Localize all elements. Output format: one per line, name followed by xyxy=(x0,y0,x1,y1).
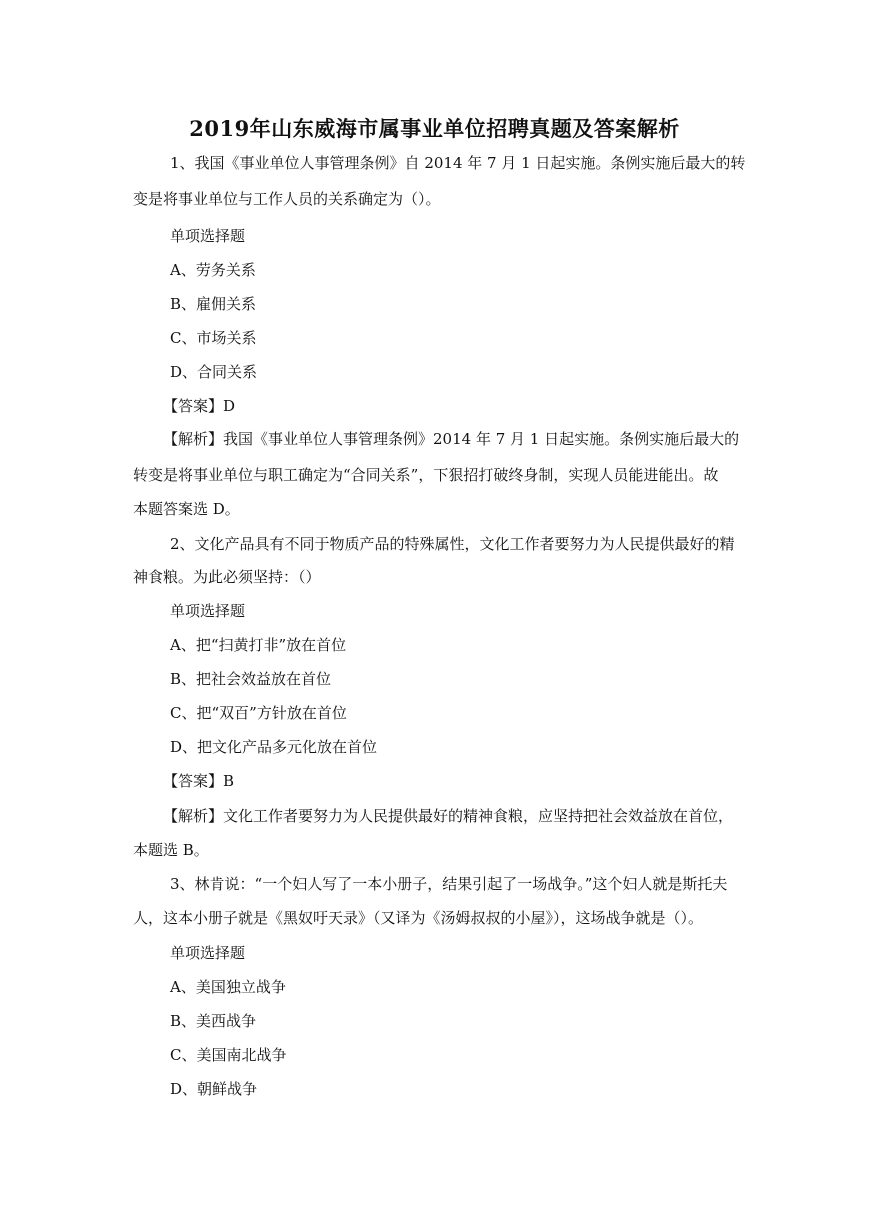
q3-question-type: 单项选择题 xyxy=(170,944,246,962)
q1-analysis-line-3: 本题答案选 D。 xyxy=(133,500,240,518)
q1-answer: 【答案】D xyxy=(163,397,236,415)
q2-stem-line-2: 神食粮。为此必须坚持：（） xyxy=(133,568,321,586)
q3-option-b: B、美西战争 xyxy=(170,1012,257,1030)
q1-option-a: A、劳务关系 xyxy=(170,261,256,279)
q2-analysis-line-1: 【解析】文化工作者要努力为人民提供最好的精神食粮，应坚持把社会效益放在首位， xyxy=(163,807,734,825)
q2-answer: 【答案】B xyxy=(163,772,235,790)
q1-option-c: C、市场关系 xyxy=(170,329,257,347)
q3-stem-line-1: 3、林肯说：“一个妇人写了一本小册子，结果引起了一场战争。”这个妇人就是斯托夫 xyxy=(170,875,728,893)
q2-analysis-line-2: 本题选 B。 xyxy=(133,841,209,859)
q1-analysis-line-2: 转变是将事业单位与职工确定为“合同关系”，下狠招打破终身制，实现人员能进能出。故 xyxy=(133,466,719,484)
q1-analysis-line-1: 【解析】我国《事业单位人事管理条例》2014 年 7 月 1 日起实施。条例实施后最大的 xyxy=(163,430,740,448)
q2-option-d: D、把文化产品多元化放在首位 xyxy=(170,738,378,756)
q1-stem-line-1: 1、我国《事业单位人事管理条例》自 2014 年 7 月 1 日起实施。条例实施后最大的转 xyxy=(170,154,746,172)
q3-option-a: A、美国独立战争 xyxy=(170,978,286,996)
q1-question-type: 单项选择题 xyxy=(170,227,246,245)
q2-option-b: B、把社会效益放在首位 xyxy=(170,670,332,688)
q2-question-type: 单项选择题 xyxy=(170,602,246,620)
q1-option-b: B、雇佣关系 xyxy=(170,295,257,313)
q2-option-c: C、把“双百”方针放在首位 xyxy=(170,704,347,722)
q3-option-c: C、美国南北战争 xyxy=(170,1046,287,1064)
q2-option-a: A、把“扫黄打非”放在首位 xyxy=(170,636,347,654)
q1-option-d: D、合同关系 xyxy=(170,363,258,381)
q3-stem-line-2: 人，这本小册子就是《黑奴吁天录》（又译为《汤姆叔叔的小屋》），这场战争就是（）。 xyxy=(133,909,704,927)
document-title: 2019年山东威海市属事业单位招聘真题及答案解析 xyxy=(189,116,680,141)
q3-option-d: D、朝鲜战争 xyxy=(170,1080,258,1098)
q1-stem-line-2: 变是将事业单位与工作人员的关系确定为（）。 xyxy=(133,190,441,208)
q2-stem-line-1: 2、文化产品具有不同于物质产品的特殊属性，文化工作者要努力为人民提供最好的精 xyxy=(170,535,735,553)
